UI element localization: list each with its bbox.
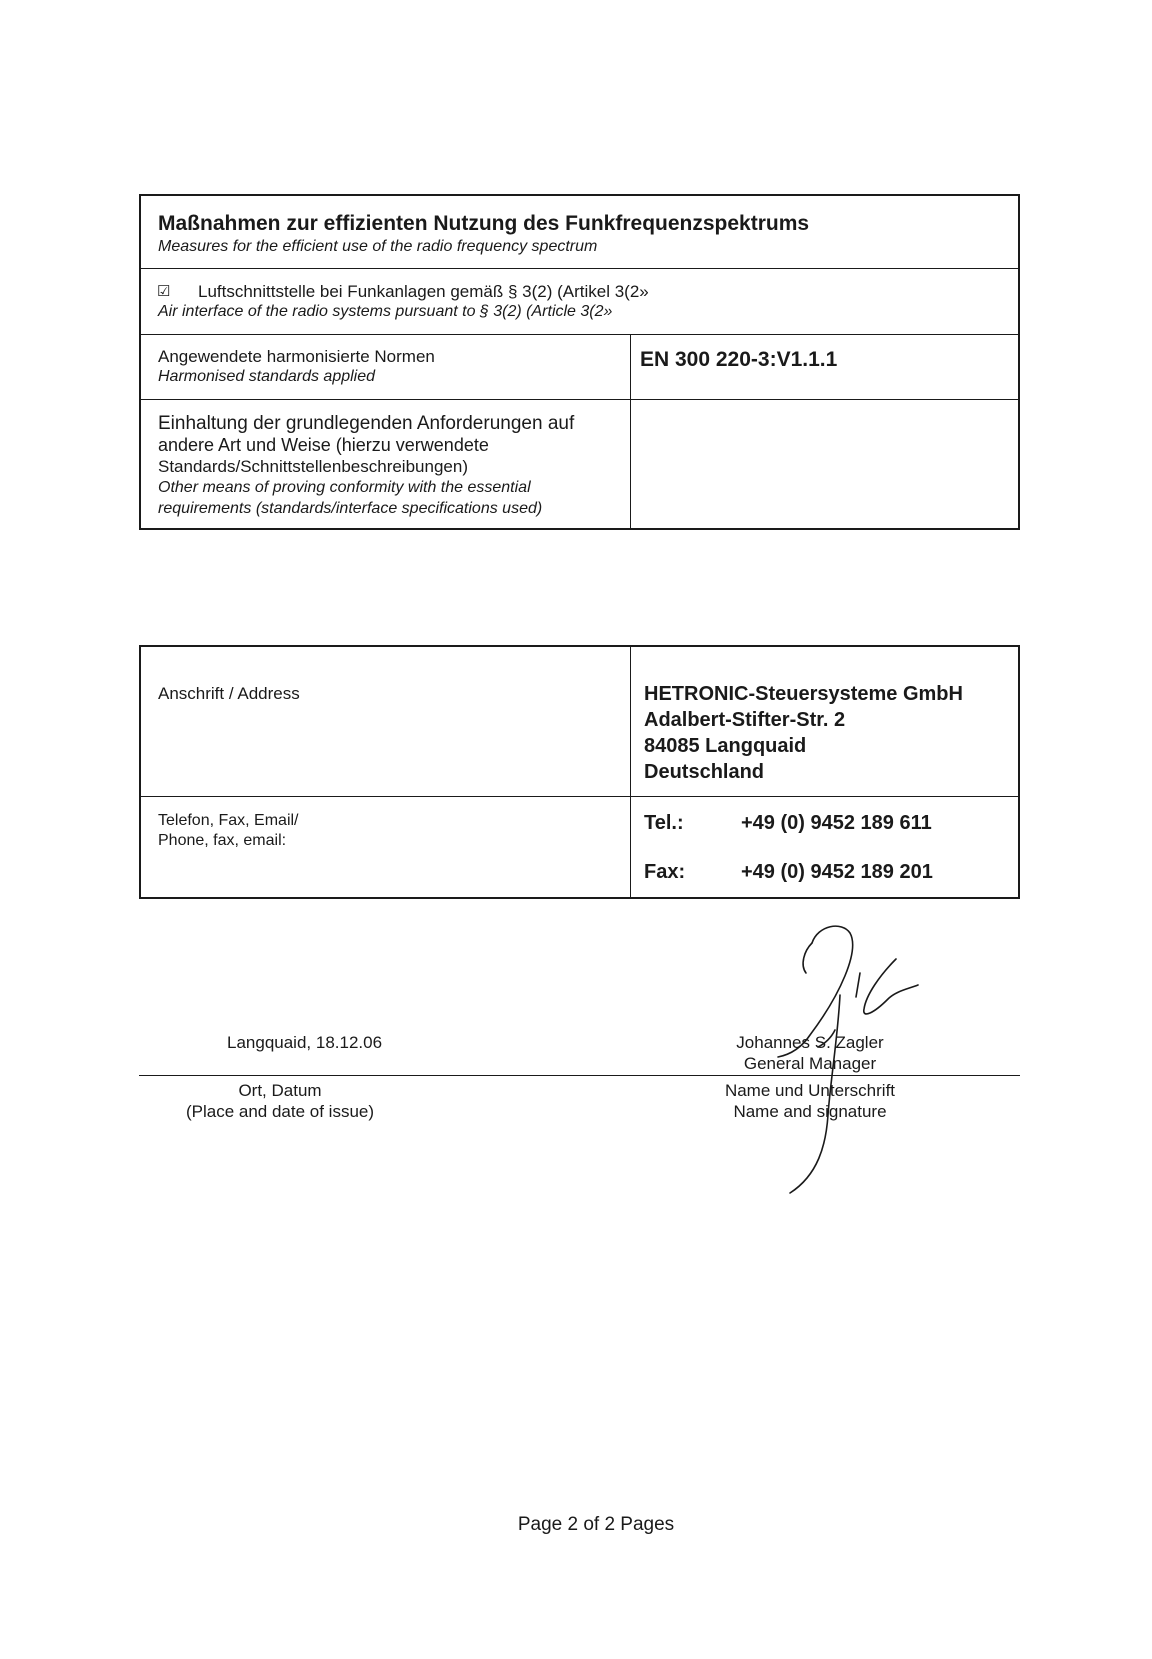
spectrum-table	[139, 194, 1020, 530]
name-label-en: Name and signature	[733, 1102, 887, 1121]
other-means-en-2: requirements (standards/interface specifications used)	[158, 500, 543, 517]
tel-value: +49 (0) 9452 189 611	[741, 812, 932, 834]
standards-label-de: Angewendete harmonisierte Normen	[158, 347, 435, 366]
tel-label: Tel.:	[644, 812, 684, 834]
standards-row	[141, 334, 1018, 399]
contact-row	[141, 796, 1018, 897]
other-means-row	[141, 399, 1018, 528]
place-date-label-de: Ort, Datum	[238, 1081, 322, 1100]
address-table	[139, 645, 1020, 899]
contact-label-en: Phone, fax, email:	[158, 832, 287, 849]
fax-label: Fax:	[644, 861, 686, 883]
checkbox-checked-icon: ☑	[157, 283, 171, 300]
air-interface-en: Air interface of the radio systems pursuant to § 3(2) (Article 3(2»	[158, 303, 613, 320]
company-city: 84085 Langquaid	[644, 735, 807, 757]
spectrum-heading-en: Measures for the efficient use of the radio frequency spectrum	[158, 238, 598, 255]
company-country: Deutschland	[644, 761, 765, 783]
address-label: Anschrift / Address	[158, 684, 300, 703]
spectrum-column-divider	[630, 334, 631, 528]
other-means-de-2: andere Art und Weise (hierzu verwendete	[158, 435, 489, 455]
company-street: Adalbert-Stifter-Str. 2	[644, 709, 846, 731]
standards-label-en: Harmonised standards applied	[158, 368, 376, 385]
contact-label-de: Telefon, Fax, Email/	[158, 812, 299, 829]
name-label-de: Name und Unterschrift	[724, 1081, 896, 1100]
other-means-de-3: Standards/Schnittstellenbeschreibungen)	[158, 457, 468, 476]
fax-value: +49 (0) 9452 189 201	[741, 861, 933, 883]
signer-name: Johannes S. Zagler	[736, 1033, 884, 1052]
address-column-divider	[630, 647, 631, 897]
other-means-de-1: Einhaltung der grundlegenden Anforderungen auf	[158, 413, 575, 434]
handwritten-signature	[770, 915, 940, 1195]
spectrum-heading-de: Maßnahmen zur effizienten Nutzung des Funkfrequenzspektrums	[158, 212, 810, 235]
standards-value: EN 300 220-3:V1.1.1	[640, 348, 838, 371]
company-name: HETRONIC-Steuersysteme GmbH	[644, 683, 963, 705]
other-means-en-1: Other means of proving conformity with the essential	[158, 479, 531, 496]
page-number: Page 2 of 2 Pages	[517, 1514, 675, 1535]
place-date-label-en: (Place and date of issue)	[185, 1102, 375, 1121]
signer-title: General Manager	[743, 1054, 877, 1073]
place-date: Langquaid, 18.12.06	[227, 1033, 383, 1052]
air-interface-row	[141, 268, 1018, 334]
air-interface-de: Luftschnittstelle bei Funkanlagen gemäß § 3(2) (Artikel 3(2»	[198, 282, 649, 301]
